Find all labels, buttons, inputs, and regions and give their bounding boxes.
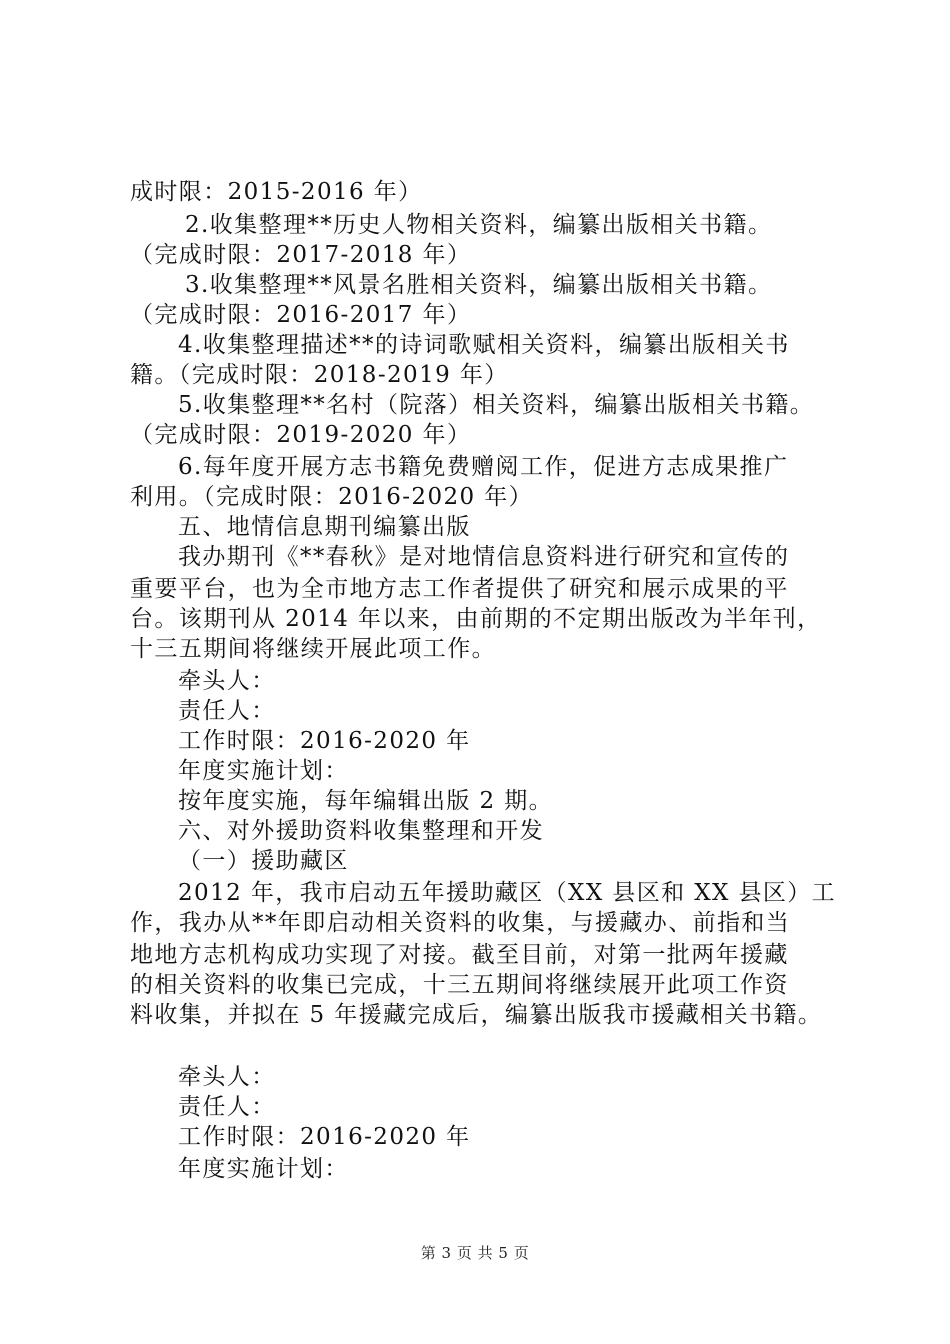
text-line: （完成时限：2017-2018 年）: [130, 242, 472, 268]
text-line: 工作时限：2016-2020 年: [178, 728, 471, 754]
subsection-heading: （一）援助藏区: [178, 848, 349, 874]
text-line: 地地方志机构成功实现了对接。截至目前，对第一批两年援藏: [130, 942, 789, 968]
text-line: 4.收集整理描述**的诗词歌赋相关资料，编纂出版相关书: [178, 332, 790, 358]
page-footer: 第 3 页 共 5 页: [420, 1244, 530, 1262]
text-line: 按年度实施，每年编辑出版 2 期。: [178, 788, 554, 814]
text-line: 牵头人：: [178, 1064, 276, 1090]
text-line: 牵头人：: [178, 668, 276, 694]
text-line: 成时限：2015-2016 年）: [130, 179, 423, 205]
text-line: 的相关资料的收集已完成，十三五期间将继续展开此项工作资: [130, 972, 789, 998]
text-line: 3.收集整理**风景名胜相关资料，编纂出版相关书籍。: [185, 272, 773, 298]
text-line: 5.收集整理**名村（院落）相关资料，编纂出版相关书籍。: [178, 392, 815, 418]
section-heading: 五、地情信息期刊编纂出版: [178, 514, 471, 540]
text-line: 年度实施计划：: [178, 1156, 349, 1182]
text-line: 重要平台，也为全市地方志工作者提供了研究和展示成果的平: [130, 576, 789, 602]
text-line: 年度实施计划：: [178, 758, 349, 784]
text-line: 工作时限：2016-2020 年: [178, 1124, 471, 1150]
section-heading: 六、对外援助资料收集整理和开发: [178, 818, 544, 844]
text-line: 十三五期间将继续开展此项工作。: [130, 636, 496, 662]
text-line: （完成时限：2016-2017 年）: [130, 302, 472, 328]
text-line: 6.每年度开展方志书籍免费赠阅工作，促进方志成果推广: [178, 454, 789, 480]
text-line: 责任人：: [178, 1094, 276, 1120]
text-line: 利用。（完成时限：2016-2020 年）: [130, 484, 534, 510]
text-line: 作，我办从**年即启动相关资料的收集，与援藏办、前指和当: [130, 910, 791, 936]
text-line: 籍。（完成时限：2018-2019 年）: [130, 362, 509, 388]
text-line: 我办期刊《**春秋》是对地情信息资料进行研究和宣传的: [178, 544, 790, 570]
text-line: 2.收集整理**历史人物相关资料，编纂出版相关书籍。: [185, 212, 773, 238]
text-line: 台。该期刊从 2014 年以来，由前期的不定期出版改为半年刊，: [130, 606, 822, 632]
text-line: 责任人：: [178, 698, 276, 724]
text-line: 2012 年，我市启动五年援助藏区（XX 县区和 XX 县区）工: [178, 880, 837, 906]
text-line: 料收集，并拟在 5 年援藏完成后，编纂出版我市援藏相关书籍。: [130, 1002, 823, 1028]
text-line: （完成时限：2019-2020 年）: [130, 422, 472, 448]
